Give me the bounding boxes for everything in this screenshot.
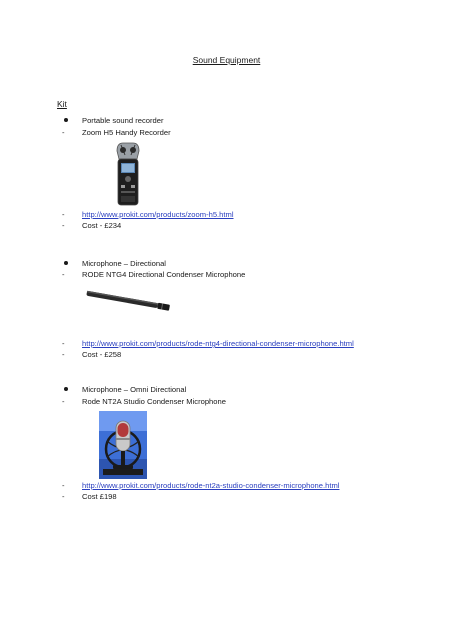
item-link-line [62, 210, 234, 220]
shotgun-microphone-image [82, 288, 174, 314]
item-cost: Cost - £234 [82, 221, 122, 230]
item-name: Rode NT2A Studio Condenser Microphone [82, 397, 226, 406]
zoom-h5-recorder-image [113, 141, 143, 207]
product-link[interactable]: http://www.prokit.com/products/zoom-h5.html [82, 210, 234, 219]
item-name-line [62, 270, 245, 280]
section-heading-kit: Kit [57, 99, 67, 109]
bullet-text: Microphone – Omni Directional [82, 385, 187, 394]
document-title: Sound Equipment [192, 55, 261, 65]
studio-microphone-image [99, 411, 147, 479]
dash-marker: - [62, 210, 65, 219]
item-cost-line [62, 492, 117, 502]
bullet-item [62, 116, 163, 126]
item-cost: Cost £198 [82, 492, 117, 501]
bullet-item [62, 385, 186, 395]
item-name: RODE NTG4 Directional Condenser Microphone [82, 270, 246, 279]
item-link-line [62, 481, 339, 491]
bullet-text: Portable sound recorder [82, 116, 164, 125]
product-link[interactable]: http://www.prokit.com/products/rode-ntg4-directional-condenser-microphone.html [82, 339, 354, 348]
dash-marker: - [62, 339, 65, 348]
item-link-line [62, 339, 354, 349]
item-name: Zoom H5 Handy Recorder [82, 128, 171, 137]
dash-marker: - [62, 481, 65, 490]
dash-marker: - [62, 221, 65, 230]
item-cost: Cost - £258 [82, 350, 122, 359]
item-name-line [62, 128, 171, 138]
bullet-text: Microphone – Directional [82, 259, 166, 268]
item-cost-line [62, 221, 121, 231]
product-link[interactable]: http://www.prokit.com/products/rode-nt2a-studio-condenser-microphone.html [82, 481, 340, 490]
bullet-icon [64, 118, 68, 122]
item-name-line [62, 397, 226, 407]
dash-marker: - [62, 492, 65, 501]
dash-marker: - [62, 128, 65, 137]
dash-marker: - [62, 350, 65, 359]
dash-marker: - [62, 270, 65, 279]
bullet-icon [64, 387, 68, 391]
bullet-item [62, 259, 166, 269]
bullet-icon [64, 261, 68, 265]
item-cost-line [62, 350, 121, 360]
dash-marker: - [62, 397, 65, 406]
